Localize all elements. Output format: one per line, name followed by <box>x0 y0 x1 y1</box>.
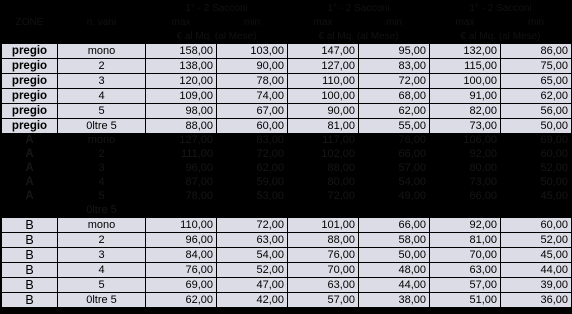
price-cell: 59,00 <box>217 176 288 190</box>
price-cell: 92,00 <box>430 218 501 233</box>
price-cell: 57,00 <box>288 293 359 308</box>
price-cell: 120,00 <box>146 74 217 89</box>
price-cell: 39,00 <box>501 278 572 293</box>
price-cell: 138,00 <box>146 59 217 74</box>
price-cell: 52,00 <box>217 263 288 278</box>
table-row <box>2 278 572 293</box>
price-cell <box>217 204 288 218</box>
price-cell: 63,00 <box>217 233 288 248</box>
table-row <box>2 218 572 233</box>
rooms-cell: 4 <box>58 263 146 278</box>
table-row <box>2 162 572 176</box>
rooms-cell: 4 <box>58 89 146 104</box>
price-cell: 111,00 <box>146 148 217 162</box>
price-cell: 51,00 <box>430 293 501 308</box>
price-cell: 106,00 <box>430 134 501 148</box>
price-cell: 50,00 <box>359 248 430 263</box>
table-row <box>2 190 572 204</box>
table-row <box>2 74 572 89</box>
price-cell: 83,00 <box>217 134 288 148</box>
price-cell: 57,00 <box>430 278 501 293</box>
table-row <box>2 119 572 134</box>
price-cell: 56,00 <box>501 104 572 119</box>
header-blank <box>58 30 146 44</box>
table-body <box>2 2 572 308</box>
price-cell: 53,00 <box>217 190 288 204</box>
price-cell: 82,00 <box>430 104 501 119</box>
rooms-cell: 0ltre 5 <box>58 204 146 218</box>
table-row <box>2 248 572 263</box>
price-cell: 109,00 <box>146 89 217 104</box>
price-cell: 158,00 <box>146 44 217 59</box>
price-cell <box>430 204 501 218</box>
zone-cell: pregio <box>2 74 58 89</box>
price-cell: 38,00 <box>359 293 430 308</box>
price-cell <box>501 204 572 218</box>
price-cell <box>359 204 430 218</box>
price-cell: 73,00 <box>430 119 501 134</box>
price-cell <box>146 204 217 218</box>
price-cell: 90,00 <box>217 59 288 74</box>
price-cell: 127,00 <box>288 59 359 74</box>
price-cell: 115,00 <box>430 59 501 74</box>
price-cell: 98,00 <box>146 104 217 119</box>
table-row <box>2 204 572 218</box>
price-cell: 42,00 <box>217 293 288 308</box>
price-cell: 76,00 <box>146 263 217 278</box>
price-cell: 62,00 <box>217 162 288 176</box>
price-cell: 50,00 <box>501 176 572 190</box>
header-max: max <box>146 16 217 30</box>
price-cell: 36,00 <box>501 293 572 308</box>
header-row-sub <box>2 16 572 30</box>
rooms-cell: 5 <box>58 190 146 204</box>
price-cell: 66,00 <box>359 148 430 162</box>
price-cell: 65,00 <box>501 74 572 89</box>
price-cell: 60,00 <box>501 148 572 162</box>
price-cell: 88,00 <box>146 119 217 134</box>
price-cell: 63,00 <box>430 263 501 278</box>
price-cell <box>288 204 359 218</box>
zone-cell: pregio <box>2 89 58 104</box>
price-cell: 75,00 <box>501 59 572 74</box>
price-cell: 62,00 <box>501 89 572 104</box>
rooms-cell: 2 <box>58 233 146 248</box>
rooms-cell: mono <box>58 218 146 233</box>
price-cell: 45,00 <box>501 248 572 263</box>
price-cell: 66,00 <box>359 218 430 233</box>
price-cell: 132,00 <box>430 44 501 59</box>
price-cell: 80,00 <box>288 176 359 190</box>
zone-cell: pregio <box>2 104 58 119</box>
rooms-cell: mono <box>58 44 146 59</box>
price-cell: 76,00 <box>359 134 430 148</box>
price-cell: 70,00 <box>430 248 501 263</box>
price-cell: 76,00 <box>288 248 359 263</box>
header-unit-3: € al Mq. (al Mese) <box>430 30 572 44</box>
price-cell: 69,00 <box>501 134 572 148</box>
price-cell: 117,00 <box>288 134 359 148</box>
price-cell: 72,00 <box>217 148 288 162</box>
zone-cell: A <box>2 190 58 204</box>
zone-cell: B <box>2 293 58 308</box>
price-cell: 96,00 <box>146 233 217 248</box>
price-cell: 88,00 <box>288 162 359 176</box>
price-cell: 52,00 <box>501 233 572 248</box>
zone-cell: A <box>2 162 58 176</box>
price-cell: 81,00 <box>430 233 501 248</box>
header-zone: ZONE <box>2 16 58 30</box>
header-row-groups <box>2 2 572 16</box>
price-cell: 44,00 <box>501 263 572 278</box>
rooms-cell: 5 <box>58 278 146 293</box>
price-cell: 62,00 <box>146 293 217 308</box>
price-cell: 81,00 <box>288 119 359 134</box>
table-row <box>2 263 572 278</box>
zone-cell: A <box>2 148 58 162</box>
rooms-cell: 0ltre 5 <box>58 293 146 308</box>
price-cell: 110,00 <box>146 218 217 233</box>
price-cell: 47,00 <box>217 278 288 293</box>
price-cell: 90,00 <box>288 104 359 119</box>
zone-cell: A <box>2 134 58 148</box>
rent-price-table-sheet <box>1 1 571 312</box>
price-cell: 54,00 <box>359 176 430 190</box>
header-group-3: 1° - 2 Sacconi <box>430 2 572 16</box>
price-cell: 68,00 <box>359 89 430 104</box>
price-cell: 48,00 <box>359 263 430 278</box>
zone-cell: B <box>2 263 58 278</box>
price-cell: 57,00 <box>359 162 430 176</box>
price-cell: 45,00 <box>501 190 572 204</box>
price-cell: 66,00 <box>430 190 501 204</box>
rooms-cell: 5 <box>58 104 146 119</box>
header-blank <box>2 30 58 44</box>
header-min: min <box>217 16 288 30</box>
rooms-cell: 3 <box>58 248 146 263</box>
header-unit-2: € al Mq. (al Mese) <box>288 30 430 44</box>
header-unit-1: € al Mq. (al Mese) <box>146 30 288 44</box>
table-row <box>2 89 572 104</box>
rooms-cell: mono <box>58 134 146 148</box>
header-group-1: 1° - 2 Sacconi <box>146 2 288 16</box>
price-cell: 44,00 <box>359 278 430 293</box>
rooms-cell: 0ltre 5 <box>58 119 146 134</box>
price-cell: 69,00 <box>146 278 217 293</box>
price-cell: 72,00 <box>217 218 288 233</box>
price-cell: 58,00 <box>359 233 430 248</box>
price-cell: 100,00 <box>288 89 359 104</box>
zone-cell: pregio <box>2 44 58 59</box>
header-blank <box>2 2 58 16</box>
price-cell: 74,00 <box>217 89 288 104</box>
price-cell: 54,00 <box>217 248 288 263</box>
price-cell: 63,00 <box>288 278 359 293</box>
price-cell: 50,00 <box>501 119 572 134</box>
price-cell: 110,00 <box>288 74 359 89</box>
price-cell: 87,00 <box>146 176 217 190</box>
zone-cell: B <box>2 278 58 293</box>
table-row <box>2 134 572 148</box>
rooms-cell: 2 <box>58 148 146 162</box>
price-cell: 67,00 <box>217 104 288 119</box>
rooms-cell: 3 <box>58 162 146 176</box>
table-row <box>2 233 572 248</box>
zone-cell <box>2 204 58 218</box>
table-row <box>2 44 572 59</box>
price-cell: 92,00 <box>430 148 501 162</box>
table-row <box>2 104 572 119</box>
zone-cell: B <box>2 233 58 248</box>
price-cell: 84,00 <box>146 248 217 263</box>
zone-cell: pregio <box>2 119 58 134</box>
zone-cell: pregio <box>2 59 58 74</box>
price-cell: 103,00 <box>217 44 288 59</box>
price-cell: 72,00 <box>359 74 430 89</box>
price-cell: 78,00 <box>146 190 217 204</box>
price-cell: 86,00 <box>501 44 572 59</box>
price-cell: 80,00 <box>430 162 501 176</box>
price-cell: 127,00 <box>146 134 217 148</box>
price-cell: 60,00 <box>501 218 572 233</box>
price-cell: 96,00 <box>146 162 217 176</box>
price-cell: 101,00 <box>288 218 359 233</box>
price-cell: 78,00 <box>217 74 288 89</box>
header-group-2: 1° - 2 Sacconi <box>288 2 430 16</box>
header-rooms: n. vani <box>58 16 146 30</box>
price-cell: 49,00 <box>359 190 430 204</box>
price-cell: 102,00 <box>288 148 359 162</box>
price-cell: 88,00 <box>288 233 359 248</box>
header-min: min <box>501 16 572 30</box>
zone-cell: A <box>2 176 58 190</box>
header-blank <box>58 2 146 16</box>
price-cell: 100,00 <box>430 74 501 89</box>
header-row-unit <box>2 30 572 44</box>
header-max: max <box>288 16 359 30</box>
header-max: max <box>430 16 501 30</box>
price-cell: 55,00 <box>359 119 430 134</box>
price-cell: 147,00 <box>288 44 359 59</box>
rooms-cell: 4 <box>58 176 146 190</box>
price-cell: 91,00 <box>430 89 501 104</box>
table-row <box>2 176 572 190</box>
price-cell: 52,00 <box>501 162 572 176</box>
rooms-cell: 2 <box>58 59 146 74</box>
header-min: min <box>359 16 430 30</box>
rooms-cell: 3 <box>58 74 146 89</box>
price-cell: 95,00 <box>359 44 430 59</box>
price-cell: 70,00 <box>288 263 359 278</box>
zone-cell: B <box>2 248 58 263</box>
price-cell: 62,00 <box>359 104 430 119</box>
price-cell: 73,00 <box>430 176 501 190</box>
table-row <box>2 293 572 308</box>
price-cell: 72,00 <box>288 190 359 204</box>
price-cell: 60,00 <box>217 119 288 134</box>
table-row <box>2 59 572 74</box>
rent-price-table <box>1 1 572 308</box>
table-row <box>2 148 572 162</box>
zone-cell: B <box>2 218 58 233</box>
price-cell: 83,00 <box>359 59 430 74</box>
